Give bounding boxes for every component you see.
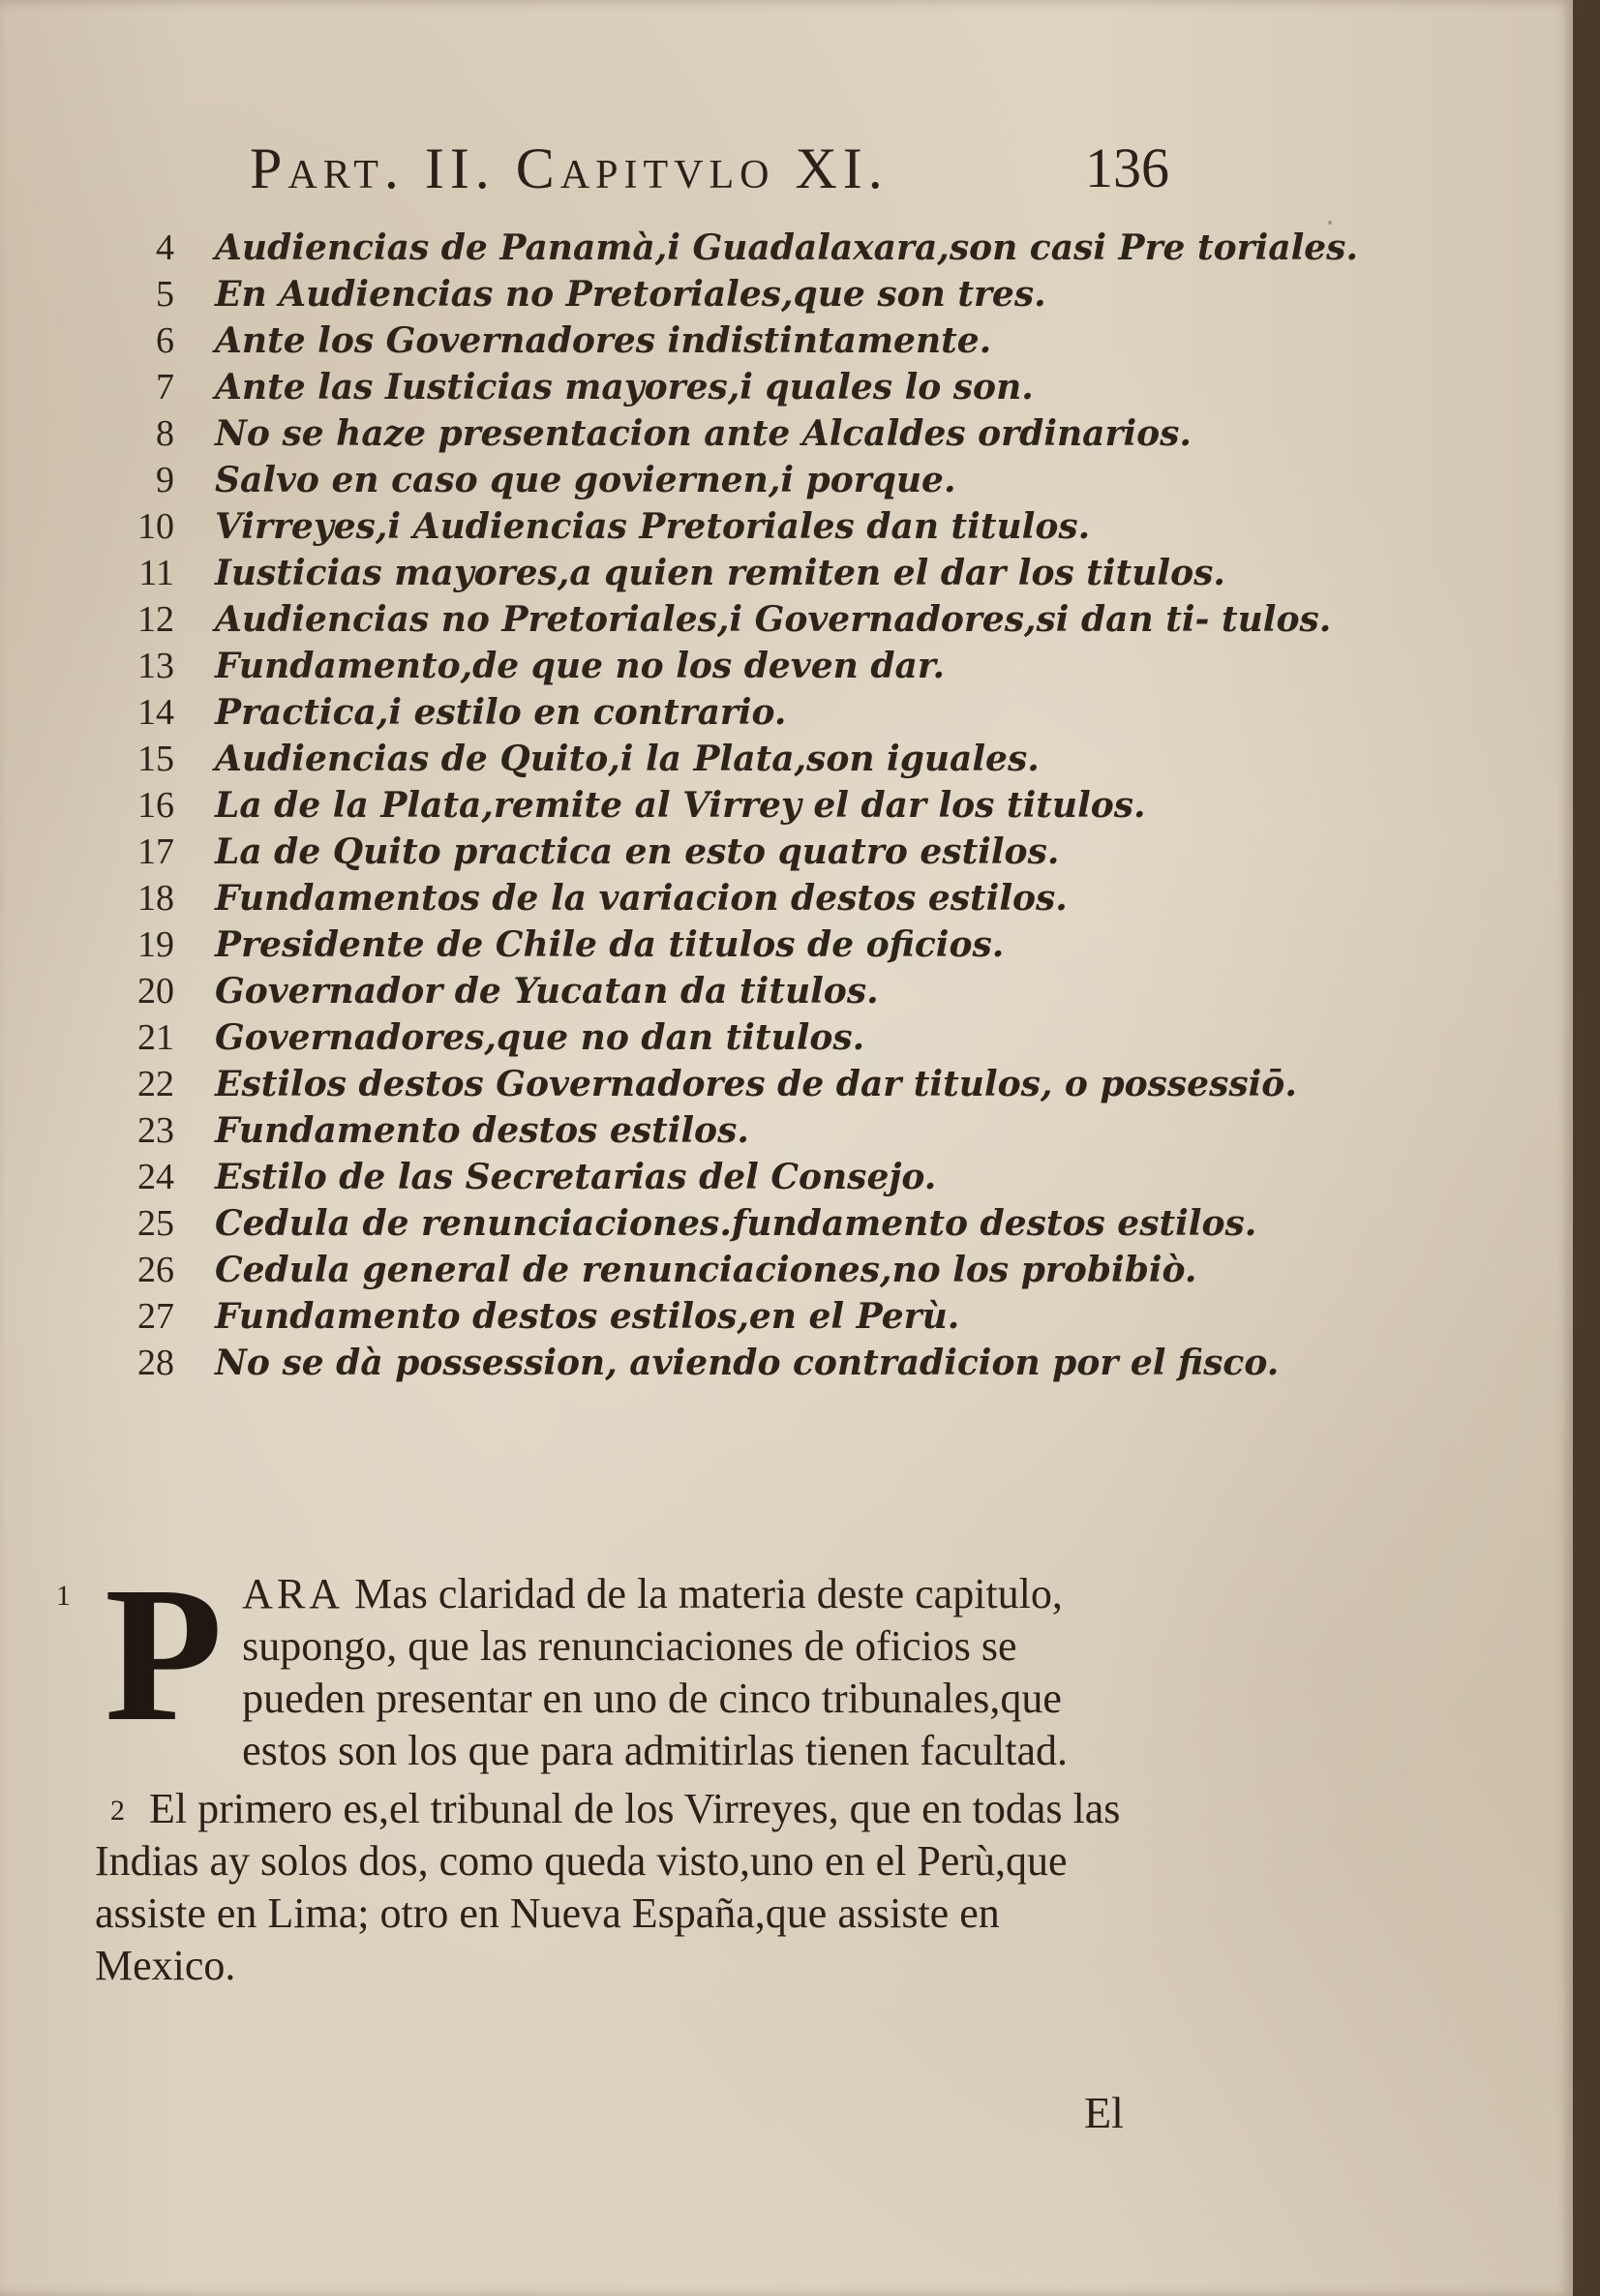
summary-number: 18 [137,878,174,919]
summary-item [87,968,1181,1014]
summary-text: Fundamentos de la variacion destos estilos. [215,878,1068,919]
summary-text: Governadores,que no dan titulos. [215,1017,865,1058]
summary-item [87,1154,1181,1200]
summary-item [87,503,1181,550]
summary-text: En Audiencias no Pretoriales,que son tres. [215,274,1046,315]
catchword: El [1084,2088,1124,2137]
summary-number: 8 [156,413,174,454]
paragraph [56,1548,1150,1777]
summary-item [87,689,1181,736]
summary-text: Salvo en caso que goviernen,i porque. [215,460,956,500]
summary-text: Iusticias mayores,a quien remiten el dar los titulos. [215,553,1225,593]
summary-text: La de la Plata,remite al Virrey el dar los titulos. [215,785,1146,826]
summary-number: 28 [137,1343,174,1383]
summary-item [87,921,1181,968]
summary-item [87,317,1181,364]
summary-number: 16 [137,785,174,826]
summary-number: 26 [137,1250,174,1290]
paper-speck [1332,244,1335,247]
summary-text: Fundamento destos estilos,en el Perù. [215,1296,960,1337]
paragraph-number: 2 [110,1795,125,1827]
summary-item [87,225,1358,271]
summary-text: Cedula de renunciaciones.fundamento destos estilos. [215,1203,1257,1244]
summary-item [87,875,1181,921]
summary-item [87,643,1181,689]
chapter-summary [87,225,1358,1386]
summary-text: Practica,i estilo en contrario. [215,692,787,733]
summary-number: 23 [137,1110,174,1151]
summary-item [87,596,1332,643]
summary-item [87,550,1225,596]
summary-text: Fundamento,de que no los deven dar. [215,646,946,686]
summary-text: Fundamento destos estilos. [215,1110,749,1151]
summary-text: Presidente de Chile da titulos de oficios. [215,924,1005,965]
summary-item [87,1340,1280,1386]
summary-item [87,410,1192,457]
drop-cap-initial: P [105,1548,224,1762]
summary-number: 9 [156,460,174,500]
summary-text: Cedula general de renunciaciones,no los probibiò. [215,1250,1197,1290]
summary-number: 4 [156,227,174,268]
summary-item [87,1061,1297,1107]
summary-text: Ante los Governadores indistintamente. [215,320,992,361]
paragraph-text: Mas claridad de la materia deste capitulo, supongo, que las renunciaciones de oficios se pueden presentar en uno de cinco tribunales,que estos son los que para admitirlas tienen facultad. [242,1570,1069,1774]
summary-number: 22 [137,1064,174,1104]
paper-speck [1326,254,1329,257]
summary-item [87,1247,1197,1293]
summary-number: 19 [137,924,174,965]
running-head [250,136,1169,203]
summary-text: Audiencias de Panamà,i Guadalaxara,son casi Pre toriales. [215,227,1358,268]
summary-text: Audiencias de Quito,i la Plata,son iguales. [215,739,1040,779]
summary-number: 14 [137,692,174,733]
summary-number: 7 [156,367,174,408]
summary-text: Ante las Iusticias mayores,i quales lo son. [215,367,1034,408]
summary-item [87,271,1181,317]
summary-number: 6 [156,320,174,361]
summary-number: 5 [156,274,174,315]
summary-number: 20 [137,971,174,1012]
summary-number: 12 [137,599,174,640]
main-text [56,1548,1150,1998]
paper-speck [1328,221,1332,225]
summary-item [87,1014,1181,1061]
summary-number: 21 [137,1017,174,1058]
summary-item [87,829,1181,875]
summary-number: 25 [137,1203,174,1244]
summary-item [87,736,1181,782]
summary-number: 10 [137,506,174,547]
summary-item [87,364,1181,410]
page-number: 136 [1085,136,1169,199]
summary-text: Governador de Yucatan da titulos. [215,971,879,1012]
summary-text: No se haze presentacion ante Alcaldes ordinarios. [215,413,1192,454]
summary-text: Virreyes,i Audiencias Pretoriales dan titulos. [215,506,1091,547]
summary-item [87,1293,1181,1340]
summary-number: 15 [137,739,174,779]
summary-item [87,1200,1257,1247]
chapter-heading: Part. II. Capitvlo XI. [250,136,889,200]
summary-number: 11 [138,553,174,593]
summary-text: La de Quito practica en esto quatro estilos. [215,831,1060,872]
summary-text: Estilos destos Governadores de dar titulos, o possessiō. [215,1064,1297,1104]
summary-item [87,782,1181,829]
summary-number: 27 [137,1296,174,1337]
summary-item [87,1107,1181,1154]
paragraph-text: El primero es,el tribunal de los Virreyes, que en todas las Indias ay solos dos, como queda visto,uno en el Perù,que assiste en Lima; otro en Nueva España,que assiste en Mexico. [95,1785,1121,1989]
paragraph-number: 1 [56,1580,71,1612]
summary-text: Estilo de las Secretarias del Consejo. [215,1157,937,1197]
summary-number: 13 [137,646,174,686]
summary-text: No se dà possession, aviendo contradicion por el fisco. [215,1343,1280,1383]
summary-item [87,457,1181,503]
paragraph [95,1783,1150,1992]
summary-text: Audiencias no Pretoriales,i Governadores,si dan ti- tulos. [215,599,1332,640]
summary-number: 17 [137,831,174,872]
summary-number: 24 [137,1157,174,1197]
paragraph-lead: ARA [242,1570,345,1617]
